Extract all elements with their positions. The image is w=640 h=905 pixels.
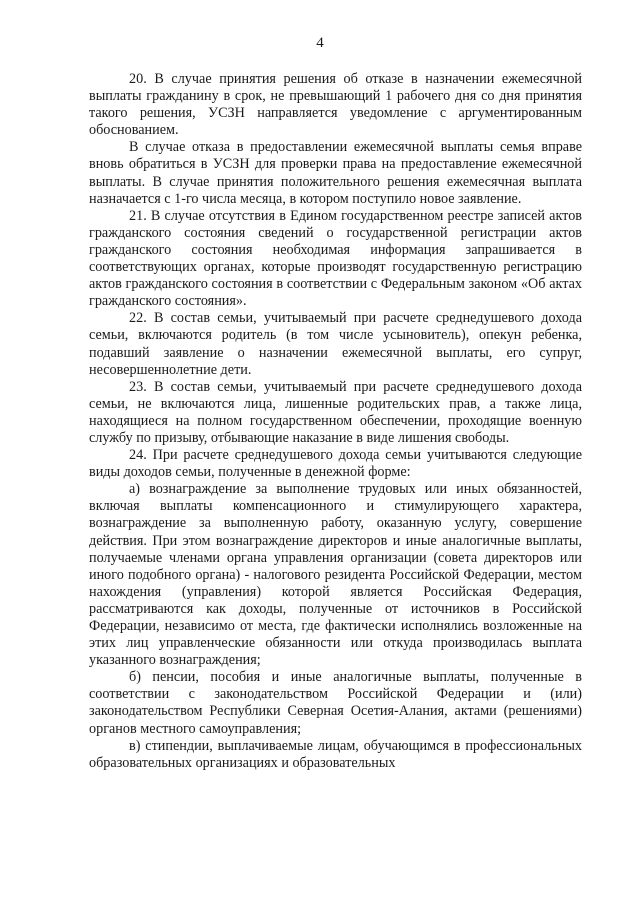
paragraph-24-b: б) пенсии, пособия и иные аналогичные выплаты, полученные в соответствии с законодательством Российской Федерации и (или) законодательством Республики Северная Осетия-Алания, актами (решениями) органов местного самоуправления;	[89, 669, 582, 737]
paragraph-24: 24. При расчете среднедушевого дохода семьи учитываются следующие виды доходов семьи, полученные в денежной форме:	[89, 447, 582, 481]
paragraph-22: 22. В состав семьи, учитываемый при расчете среднедушевого дохода семьи, включаются родитель (в том числе усыновитель), опекун ребенка, подавший заявление о назначении ежемесячной выплаты, его супруг, несовершеннолетние дети.	[89, 310, 582, 378]
page-number: 4	[316, 35, 324, 51]
document-body	[89, 71, 582, 772]
paragraph-24-a: а) вознаграждение за выполнение трудовых или иных обязанностей, включая выплаты компенсационного и стимулирующего характера, вознаграждение за выполненную работу, оказанную услугу, совершение действия. При этом вознаграждение директоров и иные аналогичные выплаты, получаемые членами органа управления организации (совета директоров или иного подобного органа) - налогового резидента Российской Федерации, местом нахождения (управления) которой является Российская Федерация, рассматриваются как доходы, полученные от источников в Российской Федерации, независимо от места, где фактически исполнялись возложенные на этих лиц управленческие обязанности или откуда производилась выплата указанного вознаграждения;	[89, 481, 582, 669]
paragraph-20: 20. В случае принятия решения об отказе в назначении ежемесячной выплаты гражданину в срок, не превышающий 1 рабочего дня со дня принятия такого решения, УСЗН направляется уведомление с аргументированным обоснованием.	[89, 71, 582, 139]
paragraph-20-refusal: В случае отказа в предоставлении ежемесячной выплаты семья вправе вновь обратиться в УСЗН для проверки права на предоставление ежемесячной выплаты. В случае принятия положительного решения ежемесячная выплата назначается с 1-го числа месяца, в котором поступило новое заявление.	[89, 139, 582, 207]
paragraph-24-v: в) стипендии, выплачиваемые лицам, обучающимся в профессиональных образовательных организациях и образовательных	[89, 737, 582, 771]
paragraph-21: 21. В случае отсутствия в Едином государственном реестре записей актов гражданского состояния сведений о государственной регистрации актов гражданского состояния необходимая информация запрашивается в соответствующих органах, которые производят государственную регистрацию актов гражданского состояния в соответствии с Федеральным законом «Об актах гражданского состояния».	[89, 207, 582, 310]
paragraph-23: 23. В состав семьи, учитываемый при расчете среднедушевого дохода семьи, не включаются лица, лишенные родительских прав, а также лица, находящиеся на полном государственном обеспечении, проходящие военную службу по призыву, отбывающие наказание в виде лишения свободы.	[89, 378, 582, 446]
